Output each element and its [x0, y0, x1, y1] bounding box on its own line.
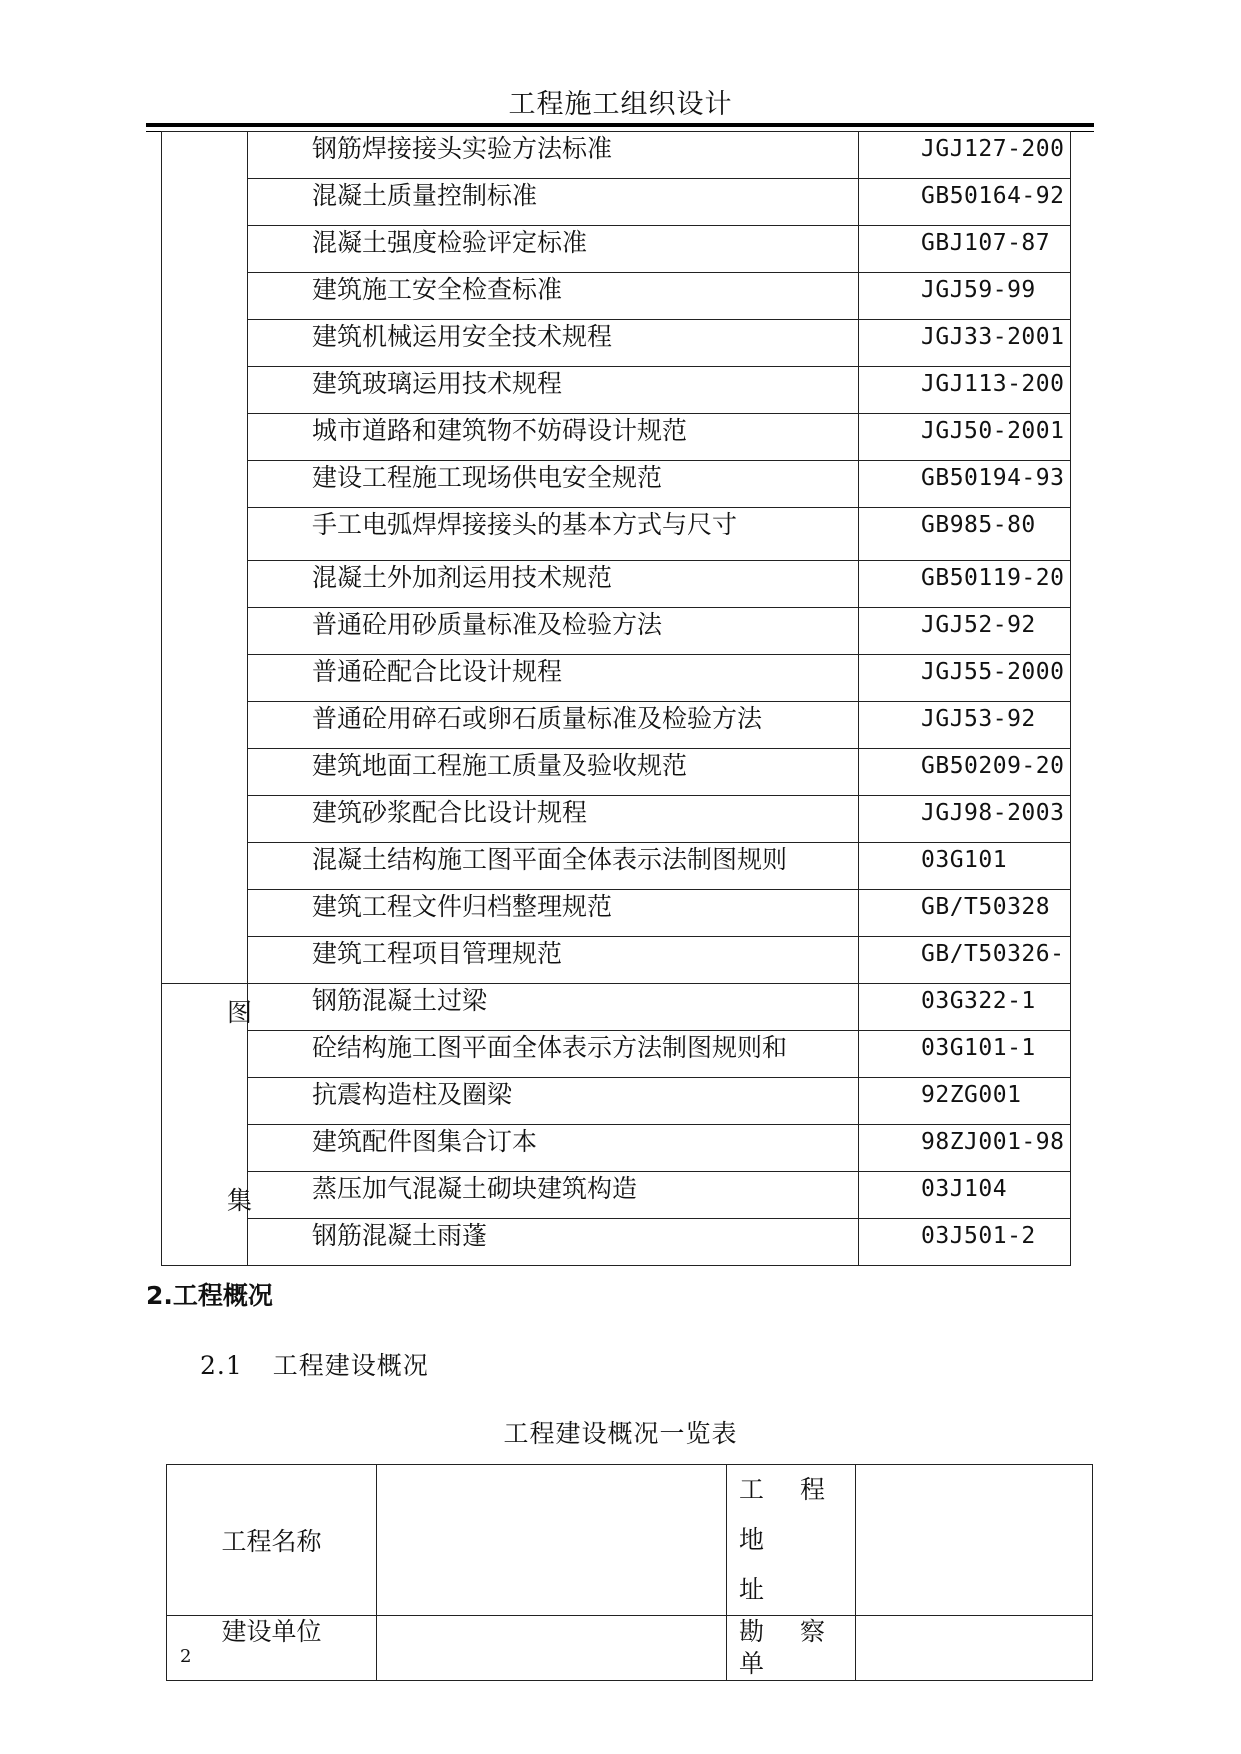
- standard-code: GB985-80: [859, 508, 1071, 561]
- category-cell-drawings: [162, 984, 253, 1266]
- table-row: [162, 984, 1071, 1031]
- standard-code: JGJ98-2003: [859, 796, 1071, 843]
- table-row: [162, 796, 1071, 843]
- standard-name: 手工电弧焊焊接接头的基本方式与尺寸: [248, 508, 859, 561]
- standard-code: 03G322-1: [859, 984, 1071, 1031]
- standard-code: GB50164-92: [859, 179, 1071, 226]
- standard-name: 钢筋混凝土过梁: [248, 984, 859, 1031]
- standard-name: 城市道路和建筑物不妨碍设计规范: [248, 414, 859, 461]
- standard-code: 98ZJ001-98: [859, 1125, 1071, 1172]
- table-row: [162, 1219, 1071, 1266]
- table-row: [162, 1031, 1071, 1078]
- standard-name: 抗震构造柱及圈梁: [248, 1078, 859, 1125]
- standard-name: 建筑配件图集合订本: [248, 1125, 859, 1172]
- table-row: [162, 320, 1071, 367]
- standard-name: 蒸压加气混凝土砌块建筑构造: [248, 1172, 859, 1219]
- standard-name: 普通砼用碎石或卵石质量标准及检验方法: [248, 702, 859, 749]
- standard-code: JGJ55-2000: [859, 655, 1071, 702]
- standard-code: GB/T50326-: [859, 937, 1071, 984]
- table-row: [162, 1172, 1071, 1219]
- page-header-title: 工程施工组织设计: [508, 89, 733, 120]
- project-name-value[interactable]: [377, 1465, 727, 1616]
- table-row: [162, 561, 1071, 608]
- table-row: [162, 1078, 1071, 1125]
- table-row: [162, 608, 1071, 655]
- standard-code: GB50194-93: [859, 461, 1071, 508]
- standard-code: GB/T50328: [859, 890, 1071, 937]
- standard-code: JGJ33-2001: [859, 320, 1071, 367]
- table-row: [162, 1125, 1071, 1172]
- table-row: [162, 890, 1071, 937]
- standard-code: JGJ50-2001: [859, 414, 1071, 461]
- builder-value[interactable]: [377, 1616, 727, 1681]
- standard-name: 钢筋焊接接头实验方法标准: [248, 132, 859, 179]
- standard-name: 建筑施工安全检查标准: [248, 273, 859, 320]
- standard-name: 混凝土质量控制标准: [248, 179, 859, 226]
- category-label-bottom: 集: [227, 1186, 253, 1215]
- table-row: [162, 414, 1071, 461]
- standard-name: 建筑工程项目管理规范: [248, 937, 859, 984]
- standard-name: 建筑地面工程施工质量及验收规范: [248, 749, 859, 796]
- standard-code: GBJ107-87: [859, 226, 1071, 273]
- builder-label: 建设单位: [167, 1616, 377, 1681]
- standard-name: 建筑工程文件归档整理规范: [248, 890, 859, 937]
- standard-code: JGJ113-200: [859, 367, 1071, 414]
- standards-table: [161, 131, 1071, 1266]
- project-name-label: 工程名称: [167, 1465, 377, 1616]
- project-address-label-line2: 址: [739, 1575, 779, 1604]
- standard-name: 混凝土结构施工图平面全体表示法制图规则: [248, 843, 859, 890]
- standard-name: 混凝土外加剂运用技术规范: [248, 561, 859, 608]
- standard-code: GB50209-20: [859, 749, 1071, 796]
- survey-label: 勘 察 单: [727, 1616, 856, 1681]
- table-row: [162, 655, 1071, 702]
- project-address-label-line1: 工 程 地: [739, 1475, 839, 1554]
- table-row: [162, 367, 1071, 414]
- table-row: [162, 508, 1071, 561]
- subsection-text: 工程建设概况: [272, 1351, 429, 1380]
- table-row: [162, 702, 1071, 749]
- standard-code: JGJ52-92: [859, 608, 1071, 655]
- standard-code: JGJ127-200: [859, 132, 1071, 179]
- standard-code: 92ZG001: [859, 1078, 1071, 1125]
- table-row: [162, 179, 1071, 226]
- section-title: 2.工程概况: [146, 1281, 273, 1310]
- standard-code: 03G101-1: [859, 1031, 1071, 1078]
- standard-code: JGJ59-99: [859, 273, 1071, 320]
- standard-name: 建筑砂浆配合比设计规程: [248, 796, 859, 843]
- overview-table: [166, 1464, 1093, 1681]
- table-row: [162, 273, 1071, 320]
- table-row: [162, 461, 1071, 508]
- standard-name: 普通砼配合比设计规程: [248, 655, 859, 702]
- category-cell: [162, 132, 248, 984]
- standard-name: 钢筋混凝土雨蓬: [248, 1219, 859, 1266]
- header-rule-thick: [146, 123, 1094, 127]
- table-row: [162, 937, 1071, 984]
- project-address-value[interactable]: [856, 1465, 1093, 1616]
- standard-name: 普通砼用砂质量标准及检验方法: [248, 608, 859, 655]
- page-number: 2: [180, 1646, 192, 1667]
- standard-name: 建筑玻璃运用技术规程: [248, 367, 859, 414]
- table-caption: 工程建设概况一览表: [503, 1419, 738, 1448]
- table-row: [162, 843, 1071, 890]
- standard-code: JGJ53-92: [859, 702, 1071, 749]
- standard-code: GB50119-20: [859, 561, 1071, 608]
- project-address-label: [727, 1465, 856, 1616]
- table-row: [162, 226, 1071, 273]
- standard-name: 建筑机械运用安全技术规程: [248, 320, 859, 367]
- standard-code: 03J501-2: [859, 1219, 1071, 1266]
- category-label-top: 图: [227, 998, 253, 1027]
- standard-code: 03J104: [859, 1172, 1071, 1219]
- standard-name: 混凝土强度检验评定标准: [248, 226, 859, 273]
- standard-name: 建设工程施工现场供电安全规范: [248, 461, 859, 508]
- survey-value[interactable]: [856, 1616, 1093, 1681]
- table-row: [162, 132, 1071, 179]
- standard-code: 03G101: [859, 843, 1071, 890]
- subsection-number: 2.1: [200, 1351, 243, 1380]
- subsection-title: [200, 1346, 429, 1382]
- table-row: [162, 749, 1071, 796]
- standard-name: 砼结构施工图平面全体表示方法制图规则和: [248, 1031, 859, 1078]
